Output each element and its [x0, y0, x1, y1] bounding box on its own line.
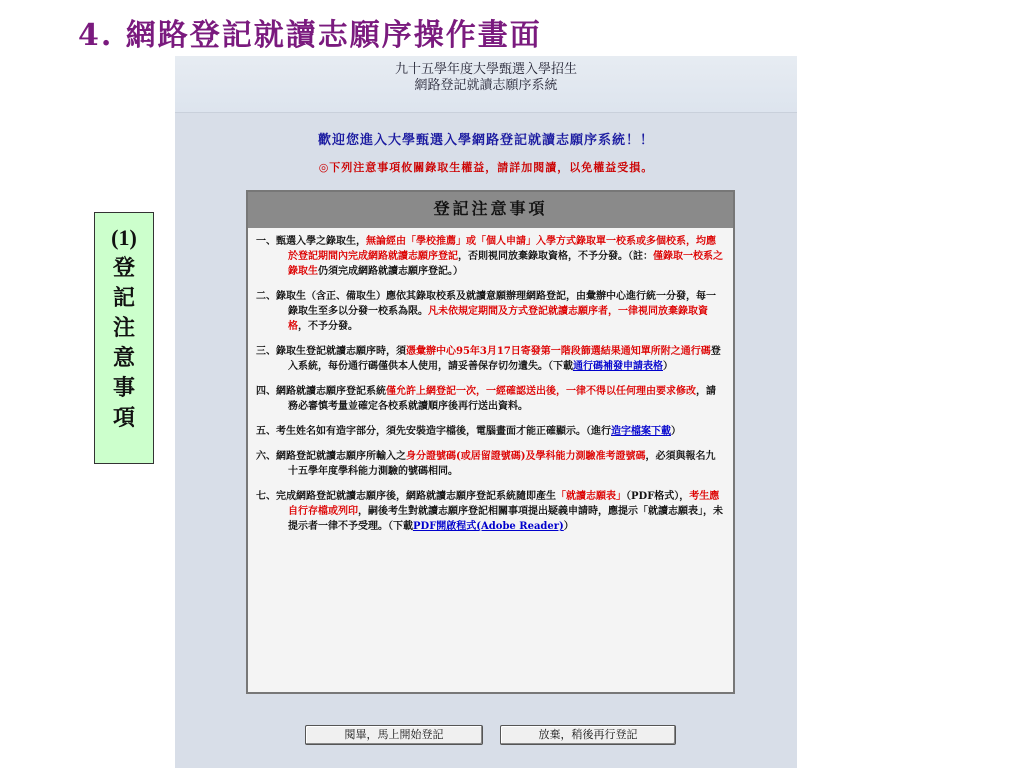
start-registration-button[interactable]: 閱畢，馬上開始登記 — [305, 725, 483, 745]
item-text: ） — [663, 361, 673, 372]
item-text: ） — [671, 426, 681, 437]
highlight-text: 僅允許上網登記一次，一經確認送出後，一律不得以任何理由要求修改 — [386, 386, 696, 397]
highlight-text: 僅錄取一校系之錄取生 — [288, 251, 723, 277]
notice-item — [256, 289, 725, 334]
side-label-char: 項 — [112, 405, 135, 431]
item-text: 二、錄取生（含正、備取生）應依其錄取校系及就讀意願辦理網路登記，由彙辦中心進行統一分發，每一錄取生至多以分發一校系為限。 — [256, 291, 716, 317]
notice-panel — [246, 190, 735, 694]
highlight-text: 身分證號碼(或居留證號碼)及學科能力測驗准考證號碼 — [406, 451, 646, 462]
notice-item — [256, 234, 725, 279]
notice-item — [256, 384, 725, 414]
notice-item — [256, 489, 725, 534]
download-link[interactable]: 造字檔案下載 — [611, 426, 671, 437]
panel-body[interactable] — [248, 228, 733, 692]
item-text: 四、網路就讀志願序登記系統 — [256, 386, 386, 397]
item-text: ） — [563, 521, 574, 532]
side-label-char: 記 — [112, 285, 135, 311]
slide-title: 4. 網路登記就讀志願序操作畫面 — [78, 18, 542, 53]
side-label-char: 事 — [112, 375, 135, 401]
system-header — [175, 56, 797, 113]
highlight-text: 「就讀志願表」 — [556, 491, 626, 502]
system-screenshot — [175, 56, 797, 768]
highlight-text: 考生應自行存檔或列印 — [288, 491, 720, 517]
side-label-char: 注 — [112, 315, 135, 341]
item-text: 五、考生姓名如有造字部分，須先安裝造字檔後，電腦畫面才能正確顯示。（進行 — [256, 426, 611, 437]
system-header-subtitle: 網路登記就讀志願序系統 — [414, 78, 558, 93]
system-header-title: 九十五學年度大學甄選入學招生 — [394, 62, 577, 77]
item-text: 七、完成網路登記就讀志願序後，網路就讀志願序登記系統隨即產生 — [256, 491, 556, 502]
highlight-text: 憑彙辦中心95年3月17日寄發第一階段篩選結果通知單所附之通行碼 — [406, 346, 711, 357]
highlight-text: 凡未依規定期間及方式登記就讀志願序者，一律視同放棄錄取資格 — [288, 306, 708, 332]
highlight-text: 無論經由「學校推薦」或「個人申請」入學方式錄取單一校系或多個校系，均應於登記期間內完成網路就讀志願序登記 — [288, 236, 716, 262]
panel-title: 登記注意事項 — [248, 192, 733, 228]
side-label-number: (1) — [111, 225, 137, 250]
download-link[interactable]: 通行碼補發申請表格 — [573, 361, 663, 372]
item-text: ，嗣後考生對就讀志願序登記相關事項提出疑義申請時，應提示「就讀志願表」，未提示者一律不予受理。（下載 — [288, 506, 723, 532]
download-link[interactable]: PDF開啟程式(Adobe Reader) — [413, 521, 564, 532]
notice-item — [256, 424, 725, 439]
side-label-char: 意 — [112, 345, 135, 371]
item-text: （PDF格式）， — [626, 491, 690, 502]
item-text: 三、錄取生登記就讀志願序時，須 — [256, 346, 406, 357]
item-text: ，必須與報名九十五學年度學科能力測驗的號碼相同。 — [288, 451, 716, 477]
item-text: ，否則視同放棄錄取資格，不予分發。（註： — [458, 251, 653, 262]
side-label — [94, 212, 154, 464]
notice-item — [256, 449, 725, 479]
notice-item — [256, 344, 725, 374]
item-text: 一、甄選入學之錄取生， — [256, 236, 366, 247]
postpone-registration-button[interactable]: 放棄，稍後再行登記 — [500, 725, 676, 745]
item-text: 登入系統，每份通行碼僅供本人使用，請妥善保存切勿遺失。（下載 — [288, 346, 721, 372]
item-text: ，請務必審慎考量並確定各校系就讀順序後再行送出資料。 — [288, 386, 716, 412]
welcome-message: 歡迎您進入大學甄選入學網路登記就讀志願序系統！！ — [317, 133, 654, 148]
item-text: 六、網路登記就讀志願序所輸入之 — [256, 451, 406, 462]
side-label-char: 登 — [112, 255, 135, 281]
item-text: 仍須完成網路就讀志願序登記。） — [318, 266, 463, 277]
item-text: ，不予分發。 — [298, 321, 358, 332]
notice-message: ◎下列注意事項攸關錄取生權益，請詳加閱讀，以免權益受損。 — [318, 161, 654, 174]
